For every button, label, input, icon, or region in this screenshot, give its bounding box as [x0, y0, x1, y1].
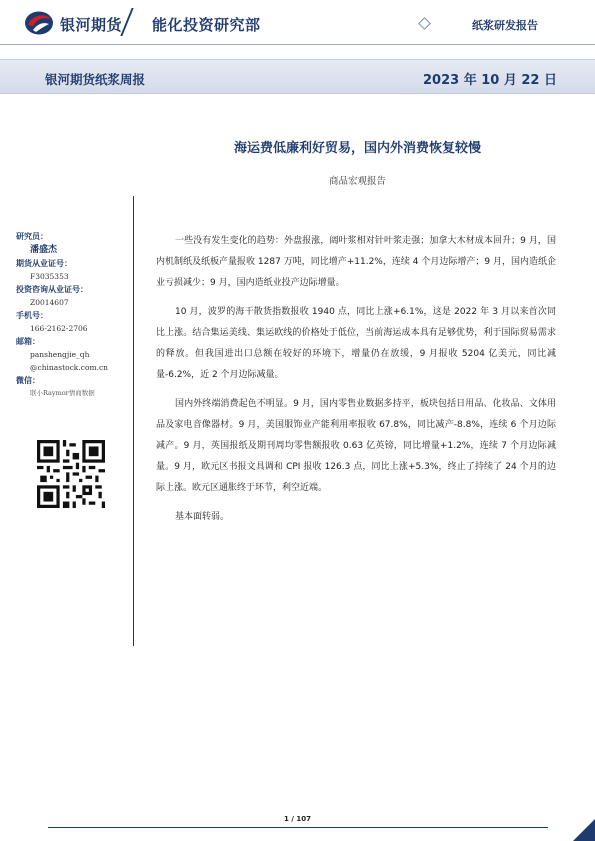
futures-cert: F3035353	[30, 272, 69, 281]
diamond-icon	[418, 17, 431, 30]
header-divider	[0, 44, 595, 45]
report-series: 银河期货纸浆周报	[45, 72, 146, 87]
paragraph: 一些没有发生变化的趋势：外盘报涨，阔叶浆相对针叶浆走强；加拿大木材成本回升；9 月，国内机制纸及纸板产量报收 1287 万吨，同比增产+11.2%，连续 4 个月边际增产；9 月，国内造纸企业亏损减少；9 月，国内造纸业投产边际增量。	[156, 236, 556, 288]
page-header	[0, 0, 595, 50]
report-body	[156, 231, 556, 536]
wechat-label: 微信：	[16, 375, 40, 385]
paragraph: 基本面转弱。	[175, 512, 230, 522]
corner-decoration	[573, 819, 595, 841]
header-slash	[120, 8, 133, 36]
paragraph: 国内外终端消费起色不明显。9 月，国内零售业数据多持平，板块包括日用品、化妆品、文体用品及家电音像器材。9 月，美国服饰业产能利用率报收 67.8%，同比减产-8.8%，连续 6 个月边际减产。9 月，英国报纸及期刊周均零售额报收 0.63 亿英镑，同比增量+1.2%，连续 7 个月边际减量。9 月，欧元区书报文具调和 CPI 报收 126.3 点，同比上涨+5.3%，终止了持续了 24 个月的边际上涨。欧元区通胀终于环节，利空近端。	[156, 399, 556, 493]
paragraph: 10 月，波罗的海干散货指数报收 1940 点，同比上涨+6.1%，这是 2022 年 3 月以来首次同比上涨。结合集运美线、集运欧线的价格处于低位，当前海运成本具有足够优势，利于国际贸易需求的释放。但我国进出口总额在较好的环境下，增量仍在放缓，9 月报收 5204 亿美元，同比减量-6.2%，近 2 个月边际减量。	[156, 307, 556, 380]
author-sidebar	[16, 230, 121, 399]
phone-label: 手机号：	[16, 310, 48, 320]
page-title: 海运费低廉利好贸易，国内外消费恢复较慢	[233, 141, 481, 156]
email-line-1: panshengjie_qh	[30, 350, 90, 359]
researcher-name: 潘盛杰	[30, 245, 58, 255]
phone: 166-2162-2706	[30, 324, 88, 333]
email-line-2: @chinastock.com.cn	[30, 363, 108, 372]
department-name: 能化投资研究部	[152, 16, 261, 34]
sidebar-divider	[133, 196, 134, 646]
qr-code-icon	[37, 440, 105, 508]
galaxy-logo-icon	[24, 10, 54, 36]
email-label: 邮箱：	[16, 336, 40, 346]
researcher-label: 研究员：	[16, 231, 48, 241]
report-band	[0, 59, 595, 94]
invest-cert-label: 投资咨询从业证号：	[16, 284, 88, 294]
page-number: 1 / 107	[284, 815, 311, 823]
invest-cert: Z0014607	[30, 298, 69, 307]
wechat-id: 联小Raymor情商数据	[30, 389, 95, 397]
report-type: 纸浆研发报告	[472, 19, 538, 32]
report-date: 2023 年 10 月 22 日	[423, 73, 557, 88]
page-subtitle: 商品宏观报告	[328, 176, 386, 187]
brand-name: 银河期货	[60, 16, 123, 34]
footer-divider	[48, 827, 548, 828]
futures-cert-label: 期货从业证号：	[16, 258, 72, 268]
